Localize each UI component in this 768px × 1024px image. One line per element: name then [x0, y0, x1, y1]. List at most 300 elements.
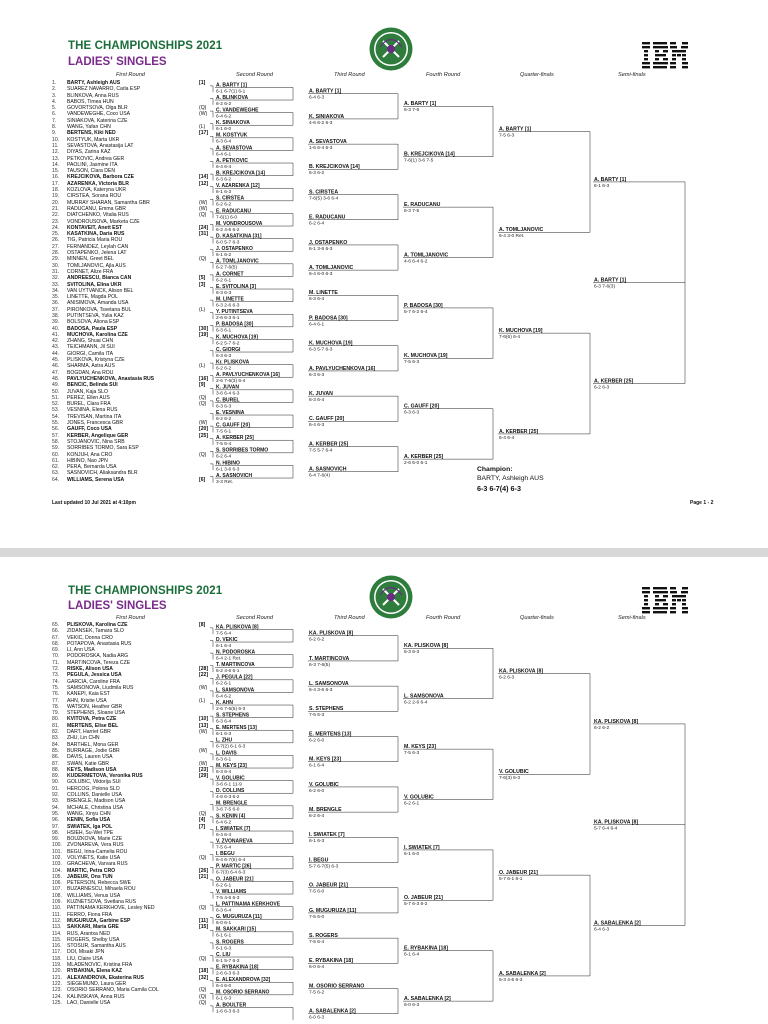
entry-seed: [20] — [199, 426, 209, 433]
player-name: RADUCANU, Emma GBR — [67, 205, 126, 212]
entry-seed: (Q) — [199, 105, 207, 112]
entry-number: 100. — [52, 842, 62, 849]
player-name: FERNANDEZ, Leylah CAN — [67, 243, 129, 250]
match-score: 6-3 6-2 — [309, 171, 325, 177]
player-name: WANG, Yafan CHN — [67, 124, 111, 131]
player-name: GOLUBIC, Viktorija SUI — [67, 779, 121, 786]
entry-number: 60. — [52, 451, 60, 458]
player-name: KUZNETSOVA, Svetlana RUS — [67, 899, 136, 906]
player-name: MCHALE, Christina USA — [67, 804, 124, 811]
match-winner: Kr. PLISKOVA — [216, 359, 250, 366]
entry-number: 72. — [52, 666, 60, 673]
match-score: 6-1 5-7 6-3 — [216, 958, 240, 964]
entry-seed: [21] — [199, 873, 209, 880]
match-winner: A. SABALENKA [2] — [404, 996, 451, 1003]
player-name: HERCOG, Polona SLO — [67, 785, 120, 792]
match-score: 6-3 6-3 — [404, 410, 420, 416]
player-name: DIYAS, Zarina KAZ — [67, 149, 111, 156]
player-name: AZARENKA, Victoria BLR — [67, 180, 129, 187]
entry-number: 108. — [52, 892, 62, 899]
match-winner: C. GAUFF [20] — [216, 422, 250, 429]
match-score: 6-3 7-6(3) — [594, 284, 616, 290]
player-name: ANISIMOVA, Amanda USA — [67, 300, 129, 307]
match-winner: A. CORNET — [216, 271, 244, 278]
entry-number: 29. — [52, 256, 60, 263]
match-score: 6-2 6-4 — [309, 814, 325, 820]
entry-seed: [16] — [199, 375, 209, 382]
round-header-6: Semi-finals — [618, 72, 646, 78]
entry-number: 80. — [52, 716, 60, 723]
entry-number: 112. — [52, 917, 62, 924]
player-name: STOSUR, Samantha AUS — [67, 943, 126, 950]
entry-seed: [7] — [199, 823, 206, 830]
entry-number: 51. — [52, 394, 60, 401]
entry-seed: (W) — [199, 111, 208, 118]
match-winner: G. MUGURUZA [11] — [309, 907, 357, 914]
entry-number: 19. — [52, 193, 60, 200]
match-score: 6-3 7-5 — [404, 209, 420, 215]
match-score: 6-1 6-0 — [216, 127, 232, 133]
entry-number: 92. — [52, 792, 60, 799]
entry-number: 49. — [52, 382, 60, 389]
entry-seed: [32] — [199, 974, 209, 981]
player-name: MARTINCOVA, Tereza CZE — [67, 659, 131, 666]
entry-number: 91. — [52, 785, 60, 792]
entry-number: 55. — [52, 420, 60, 427]
match-winner: K. MUCHOVA [19] — [499, 328, 543, 335]
match-score: 2-6 7-6(5) 6-3 — [216, 706, 246, 712]
entry-seed: [6] — [199, 476, 206, 483]
match-winner: A. SASNOVICH — [216, 472, 253, 479]
match-winner: D. VEKIC — [216, 636, 238, 643]
match-score: 6-2 6-2 — [216, 366, 232, 372]
player-name: CORNET, Alize FRA — [67, 268, 114, 275]
entry-number: 71. — [52, 659, 60, 666]
entry-number: 4. — [52, 98, 57, 105]
match-winner: S. KENIN [4] — [216, 813, 246, 820]
match-score: 6-3 6-3 — [216, 290, 232, 296]
player-name: GIORGI, Camila ITA — [67, 350, 114, 357]
match-winner: J. OSTAPENKO — [309, 239, 348, 246]
match-winner: P. BADOSA [30] — [309, 315, 348, 322]
match-winner: P. BADOSA [30] — [404, 302, 443, 309]
match-winner: K. JUVAN — [216, 384, 239, 391]
match-score: 2-6 7-6(3) 6-4 — [216, 379, 246, 385]
player-name: BEGU, Irina-Camelia ROU — [67, 848, 128, 855]
player-name: BARTY, Ashleigh AUS — [67, 80, 121, 86]
match-score: 7-5 6-1 — [216, 429, 232, 435]
match-winner: O. JABEUR [21] — [216, 876, 254, 883]
entry-number: 63. — [52, 470, 60, 477]
entry-seed: (Q) — [199, 999, 207, 1006]
match-winner: L. SAMSONOVA — [216, 687, 255, 694]
champion-box — [477, 466, 544, 493]
match-score: 2-6 6-0 6-1 — [404, 461, 428, 467]
player-name: SHARMA, Astra AUS — [67, 363, 115, 370]
match-score: 6-1 6-0 — [404, 851, 420, 857]
match-score: 6-4 6-3 — [309, 423, 325, 429]
entry-number: 26. — [52, 237, 60, 244]
match-score: 7-5 6-3 — [309, 713, 325, 719]
match-score: 6-7(3) 6-4 6-3 — [216, 870, 246, 876]
player-name: TAUSON, Clara DEN — [67, 168, 116, 175]
match-winner: K. AHN — [216, 699, 234, 706]
entry-number: 18. — [52, 187, 60, 194]
player-name: LI, Ann USA — [67, 647, 95, 654]
match-winner: KA. PLISKOVA [8] — [594, 718, 639, 725]
player-name: SWAN, Katie GBR — [67, 760, 109, 767]
match-winner: A. BOULTER — [216, 1002, 247, 1009]
player-name: STEPHENS, Sloane USA — [67, 710, 126, 717]
player-name: SIEGEMUND, Laura GER — [67, 980, 127, 987]
entry-number: 5. — [52, 105, 57, 112]
entry-seed: (W) — [199, 729, 208, 736]
match-winner: T. MARTINCOVA — [309, 655, 350, 662]
match-score: 6-3 6-3 — [309, 372, 325, 378]
entry-seed: [11] — [199, 917, 208, 924]
entry-seed: [1] — [199, 80, 206, 86]
player-name: VONDROUSOVA, Marketa CZE — [67, 218, 140, 225]
round-header-1b: First Round — [116, 615, 145, 621]
match-winner: I. SWIATEK [7] — [309, 832, 345, 839]
match-score: 6-4 6-3 — [309, 95, 325, 101]
player-name: MUCHOVA, Karolina CZE — [67, 331, 128, 338]
player-name: MINNEN, Greet BEL — [67, 256, 114, 263]
match-winner: L. SAMSONOVA — [404, 693, 444, 700]
player-name: GRACHEVA, Varvara RUS — [67, 861, 128, 868]
match-score: 3-6 6-1 11-9 — [216, 782, 242, 788]
match-winner: Y. PUTINTSEVA — [216, 309, 253, 316]
entry-number: 99. — [52, 836, 60, 843]
champion-name: BARTY, Ashleigh AUS — [477, 475, 544, 482]
match-score: 6-2 6-2 — [216, 202, 232, 208]
match-score: 6-2 6-3 — [594, 385, 610, 391]
entry-number: 37. — [52, 306, 60, 313]
entry-seed: (L) — [199, 306, 206, 313]
player-name: BADOSA, Paula ESP — [67, 325, 118, 332]
entry-number: 79. — [52, 710, 60, 717]
match-winner: E. MERTENS [13] — [216, 725, 257, 732]
entry-number: 118. — [52, 955, 62, 962]
entry-number: 97. — [52, 823, 60, 830]
match-winner: B. KREJCIKOVA [14] — [309, 164, 360, 171]
player-name: HSIEH, Su-Wei TPE — [67, 829, 114, 836]
match-winner: M. LINETTE — [309, 290, 338, 297]
entry-number: 6. — [52, 111, 57, 118]
match-winner: B. KREJCIKOVA [14] — [404, 151, 455, 158]
player-name: WILLIAMS, Serena USA — [67, 476, 125, 483]
entry-number: 78. — [52, 703, 60, 710]
player-name: PAVLYUCHENKOVA, Anastasia RUS — [67, 375, 155, 382]
match-winner: V. GOLUBIC — [499, 769, 529, 776]
match-winner: C. BUREL — [216, 397, 240, 404]
match-score: 6-2 6-4 — [309, 221, 325, 227]
entry-seed: [31] — [199, 231, 209, 238]
draw-subtitle: LADIES' SINGLES — [68, 56, 167, 68]
player-name: BENCIC, Belinda SUI — [67, 382, 118, 389]
match-winner: A. SEVASTOVA — [216, 145, 253, 152]
match-score: 6-4 2-1 Ret. — [216, 656, 242, 662]
entry-seed: (Q) — [199, 401, 207, 408]
match-winner: A. PETKOVIC — [216, 157, 248, 164]
match-winner: M. SAKKARI [15] — [216, 926, 257, 933]
match-winner: M. LINETTE — [216, 296, 244, 303]
entry-number: 96. — [52, 817, 60, 824]
entry-number: 86. — [52, 754, 60, 761]
player-name: ZIDANSEK, Tamara SLO — [67, 628, 124, 635]
match-score: 7-5 6-3 — [404, 751, 420, 757]
entry-seed: [4] — [199, 817, 206, 824]
match-score: 6-3 6-3 — [216, 353, 232, 359]
match-winner: A. KERBER [25] — [499, 428, 539, 435]
player-name: WILLIAMS, Venus USA — [67, 892, 121, 899]
entry-number: 59. — [52, 445, 60, 452]
match-score: 6-0 6-1 — [216, 921, 232, 927]
entry-number: 82. — [52, 729, 60, 736]
match-score: 6-1 6-3 — [594, 183, 610, 189]
match-winner: A. TOMLJANOVIC — [404, 252, 449, 259]
match-score: 2-6 6-3 6-3 — [216, 971, 240, 977]
player-name: KUDERMETOVA, Veronika RUS — [67, 773, 143, 780]
entry-seed: (Q) — [199, 987, 207, 994]
match-winner: A. KERBER [25] — [309, 441, 349, 448]
page-gap — [0, 548, 768, 557]
entry-seed: (L) — [199, 363, 206, 370]
entry-number: 111. — [52, 911, 62, 918]
match-score: 6-3 6-4 — [216, 908, 232, 914]
player-name: KONJUH, Ana CRO — [67, 451, 113, 458]
page-number: Page 1 - 2 — [690, 500, 714, 506]
match-score: 5-3 4-6 6-3 — [499, 977, 523, 983]
entry-number: 11. — [52, 142, 59, 149]
match-winner: A. BARTY [1] — [594, 176, 627, 183]
match-score: 3-3 Ret. — [216, 479, 234, 485]
match-winner: K. MUCHOVA [19] — [309, 340, 353, 347]
player-name: KERBER, Angelique GER — [67, 432, 129, 439]
match-winner: M. VONDROUSOVA — [216, 220, 263, 227]
player-name: KANEPI, Kaia EST — [67, 691, 111, 698]
match-winner: KA. PLISKOVA [8] — [216, 624, 259, 631]
player-name: CIRSTEA, Sorana ROU — [67, 193, 122, 200]
entry-seed: (W) — [199, 420, 208, 427]
match-score: 6-4 6-2 — [216, 694, 232, 700]
match-score: 7-5 6-4 — [216, 631, 232, 637]
match-winner: A. TOMLJANOVIC — [309, 265, 354, 272]
match-score: 6-1 3-6 6-3 — [216, 467, 240, 473]
match-score: 6-4 6-4 — [499, 435, 515, 441]
player-name: POTAPOVA, Anastasia RUS — [67, 640, 132, 647]
match-score: 6-3 2-6 6-3 — [216, 303, 240, 309]
player-name: KONTAVEIT, Anett EST — [67, 224, 123, 231]
player-name: RUS, Arantxa NED — [67, 930, 111, 937]
player-name: GAUFF, Coco USA — [67, 426, 112, 433]
entry-number: 17. — [52, 180, 60, 187]
match-winner: KA. PLISKOVA [8] — [499, 668, 544, 675]
entry-seed: (Q) — [199, 993, 207, 1000]
entry-number: 7. — [52, 117, 57, 124]
entry-number: 24. — [52, 224, 60, 231]
match-winner: T. MARTINCOVA — [216, 662, 255, 669]
entry-number: 70. — [52, 653, 60, 660]
match-winner: L. SAMSONOVA — [309, 681, 349, 688]
entry-number: 101. — [52, 848, 62, 855]
entry-seed: [26] — [199, 867, 209, 874]
player-name: PERA, Bernarda USA — [67, 464, 117, 471]
match-score: 4-6 6-4 6-2 — [404, 259, 428, 265]
entry-number: 123. — [52, 987, 62, 994]
match-winner: E. SVITOLINA [3] — [216, 283, 257, 290]
match-score: 6-3 6-4 — [216, 719, 232, 725]
entry-seed: (Q) — [199, 212, 207, 219]
player-name: PEGULA, Jessica USA — [67, 672, 122, 679]
player-name: KOSTYUK, Marta UKR — [67, 136, 120, 143]
entry-number: 35. — [52, 294, 60, 301]
entry-seed: (Q) — [199, 451, 207, 458]
player-name: GOVORTSOVA, Olga BLR — [67, 105, 128, 112]
match-score: 6-1 6-2 — [216, 253, 232, 259]
player-name: ZHANG, Shuai CHN — [67, 338, 114, 345]
match-winner: E. RADUCANU — [309, 214, 346, 221]
match-score: 7-5 6-0 — [309, 914, 325, 920]
player-name: TREVISAN, Martina ITA — [67, 413, 122, 420]
player-name: DIATCHENKO, Vitalia RUS — [67, 212, 129, 219]
player-name: JUVAN, Kaja SLO — [67, 388, 108, 395]
match-winner: E. RADUCANU — [404, 202, 441, 209]
match-score: 6-7(2) 6-1 6-3 — [216, 744, 246, 750]
match-score: 6-1 6-1 — [216, 933, 232, 939]
entry-number: 21. — [52, 205, 60, 212]
match-winner: C. GIORGI — [216, 346, 241, 353]
player-name: KEYS, Madison USA — [67, 766, 117, 773]
draw-bracket-2 — [0, 557, 768, 1024]
player-name: BARTHEL, Mona GER — [67, 741, 119, 748]
entry-number: 43. — [52, 344, 60, 351]
match-score: 6-2 4-6 6-1 — [216, 669, 240, 675]
entry-number: 89. — [52, 773, 60, 780]
match-winner: E. RYBAKINA [18] — [309, 958, 354, 965]
entry-number: 28. — [52, 250, 60, 257]
match-winner: S. ROGERS — [216, 939, 244, 946]
entry-number: 45. — [52, 357, 60, 364]
entry-number: 110. — [52, 905, 62, 912]
entry-number: 57. — [52, 432, 60, 439]
match-winner: A. BARTY [1] — [309, 88, 342, 95]
match-score: 7-5 6-0 — [309, 889, 325, 895]
match-winner: I. SWIATEK [7] — [404, 844, 440, 851]
match-winner: A. BARTY [1] — [594, 277, 627, 284]
entry-number: 31. — [52, 268, 60, 275]
match-score: 6-3 5-7 6-3 — [309, 347, 333, 353]
round-header-6b: Semi-finals — [618, 615, 646, 621]
player-name: JONES, Francesca GBR — [67, 420, 124, 427]
match-score: 7-5 6-4 — [216, 442, 232, 448]
match-winner: G. MUGURUZA [11] — [216, 914, 262, 921]
entry-number: 81. — [52, 722, 60, 729]
match-score: 6-1 6-3 — [216, 996, 232, 1002]
match-winner: V. ZVONAREVA — [216, 838, 253, 845]
entry-number: 1. — [52, 80, 57, 86]
match-score: 6-0 5-7 6-3 — [216, 240, 240, 246]
draw-subtitle-2: LADIES' SINGLES — [68, 600, 167, 612]
player-name: COLLINS, Danielle USA — [67, 792, 122, 799]
entry-number: 22. — [52, 212, 60, 219]
entry-number: 124. — [52, 993, 62, 1000]
player-name: KVITOVA, Petra CZE — [67, 716, 117, 723]
entry-seed: [10] — [199, 716, 209, 723]
player-name: PETERSON, Rebecca SWE — [67, 880, 131, 887]
entry-seed: (W) — [199, 760, 208, 767]
match-score: 6-1 6-4 — [216, 643, 232, 649]
champion-score: 6-3 6-7(4) 6-3 — [477, 484, 521, 493]
player-name: PUTINTSEVA, Yulia KAZ — [67, 312, 124, 319]
entry-seed: (Q) — [199, 905, 207, 912]
match-winner: K. MUCHOVA [19] — [216, 334, 258, 341]
match-score: 6-1 6-3 — [216, 732, 232, 738]
entry-number: 98. — [52, 829, 60, 836]
player-name: LIU, Claire USA — [67, 955, 103, 962]
match-score: 6-3 6-4 — [216, 139, 232, 145]
player-name: PLISKOVA, Karolina CZE — [67, 622, 128, 628]
match-score: 6-2 6-2 — [216, 101, 232, 107]
entry-number: 58. — [52, 438, 60, 445]
match-winner: V. WILLIAMS — [216, 888, 247, 895]
match-score: 6-2 6-2 — [594, 725, 610, 731]
entry-number: 16. — [52, 174, 60, 181]
entry-number: 8. — [52, 124, 57, 131]
match-winner: O. JABEUR [21] — [404, 895, 443, 902]
match-score: 6-3 6-2 — [216, 177, 232, 183]
match-score: 7-6(1) 3-6 7-5 — [404, 158, 434, 164]
player-name: WANG, Xinyu CHN — [67, 810, 111, 817]
entry-seed: [30] — [199, 325, 209, 332]
match-score: 1-6 6-3 6-3 — [216, 1009, 240, 1015]
match-score: 6-2 6-3 — [499, 675, 515, 681]
player-name: KOZLOVA, Kateryna UKR — [67, 187, 127, 194]
entry-seed: [9] — [199, 382, 206, 389]
player-name: PLISKOVA, Kristyna CZE — [67, 357, 125, 364]
entry-number: 39. — [52, 319, 60, 326]
entry-number: 88. — [52, 766, 60, 773]
entry-seed: (W) — [199, 205, 208, 212]
match-score: 7-5 6-4 — [309, 940, 325, 946]
match-winner: S. SORRIBES TORMO — [216, 447, 269, 454]
match-winner: M. OSORIO SERRANO — [216, 989, 270, 996]
match-score: 6-4 7-6(4) — [309, 473, 331, 479]
player-name: BOLSOVA, Aliona ESP — [67, 319, 120, 326]
match-winner: V. GOLUBIC — [309, 781, 339, 788]
match-winner: S. CIRSTEA — [309, 189, 339, 196]
match-winner: O. JABEUR [21] — [309, 882, 348, 889]
entry-seed: [14] — [199, 174, 209, 181]
entry-number: 121. — [52, 974, 62, 981]
player-name: VAN UYTVANCK, Alison BEL — [67, 287, 134, 294]
player-name: BABOS, Timea HUN — [67, 98, 114, 105]
match-winner: V. GOLUBIC — [404, 794, 434, 801]
entry-number: 120. — [52, 968, 62, 975]
player-name: LAO, Danielle USA — [67, 999, 111, 1006]
match-winner: I. SWIATEK [7] — [216, 825, 251, 832]
match-score: 6-1 3-6 6-3 — [309, 246, 333, 252]
entry-number: 107. — [52, 886, 62, 893]
match-score: 1-6 6-4 6-3 — [309, 146, 333, 152]
player-name: MERTENS, Elise BEL — [67, 722, 119, 729]
match-winner: L. DAVIS — [216, 750, 237, 757]
match-winner: M. OSORIO SERRANO — [309, 983, 365, 990]
player-name: DOI, Misaki JPN — [67, 949, 105, 956]
match-winner: M. KEYS [23] — [309, 756, 341, 763]
entry-number: 42. — [52, 338, 60, 345]
match-score: 6-1 6-3 — [309, 839, 325, 845]
